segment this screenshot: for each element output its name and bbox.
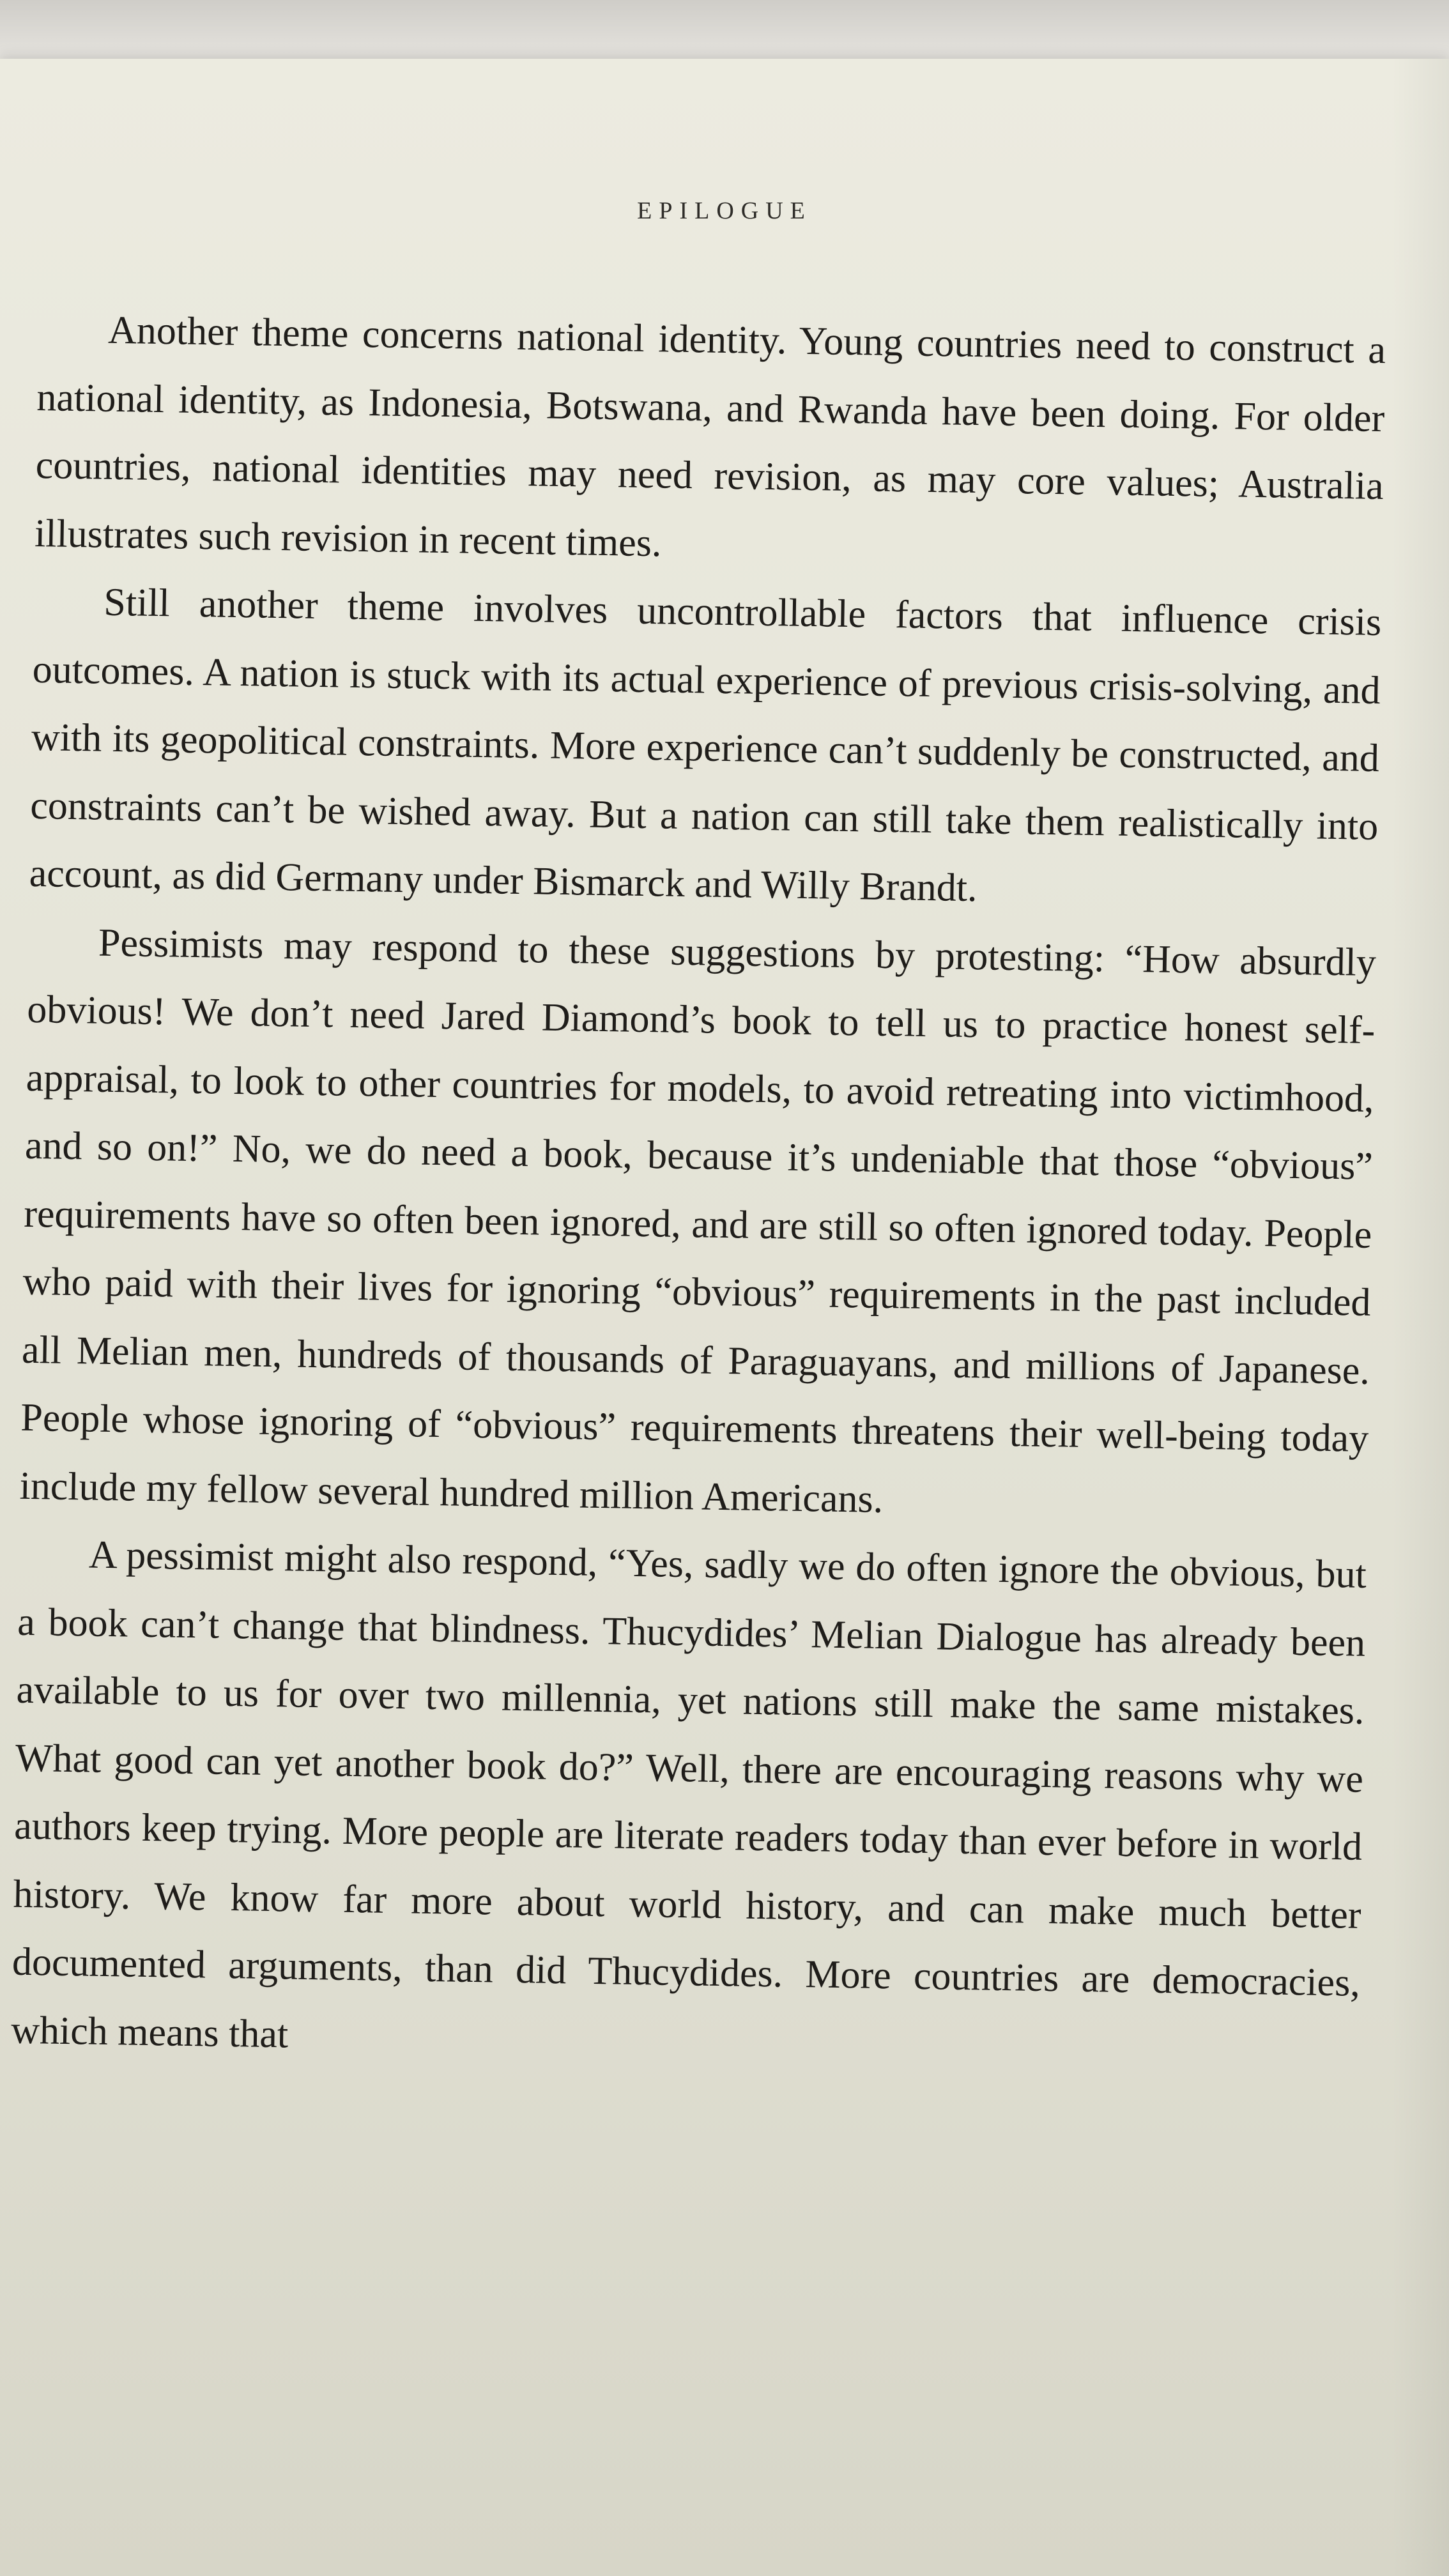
- book-page: [0, 59, 1449, 2576]
- running-head: EPILOGUE: [637, 197, 812, 224]
- paragraph: A pessimist might also respond, “Yes, sadly we do often ignore the obvious, but a book can’t change that blindness. Thucydides’ Melian Dialogue has already been available to us for over two millennia, yet nations still make the same mistakes. What good can yet another book do?” Well, there are encouraging reasons why we authors keep trying. More people are literate readers today than ever before in world history. We know far more about world history, and can make much better documented arguments, than did Thucydides. More countries are democracies, which means that: [10, 1533, 1367, 2056]
- paragraph: Another theme concerns national identity. Young countries need to construct a national identity, as Indonesia, Botswana, and Rwanda have been doing. For older countries, national identities may need revision, as may core values; Australia illustrates such revision in recent times.: [34, 308, 1386, 565]
- paragraph: Still another theme involves uncontrollable factors that influence crisis outcomes. A nation is stuck with its actual experience of previous crisis-solving, and with its geopolitical constraints. More experience can’t suddenly be constructed, and constraints can’t be wished away. But a nation can still take them realistically into account, as did Germany under Bismarck and Willy Brandt.: [29, 580, 1382, 910]
- body-text: [11, 295, 1386, 2085]
- paragraph: Pessimists may respond to these suggestions by protesting: “How absurdly obvious! We don’t need Jared Diamond’s book to tell us to practice honest self-appraisal, to look to other countries for models, to avoid retreating into victimhood, and so on!” No, we do need a book, because it’s undeniable that those “obvious” requirements have so often been ignored, and are still so often ignored today. People who paid with their lives for ignoring “obvious” requirements in the past included all Melian men, hundreds of thousands of Paraguayans, and millions of Japanese. People whose ignoring of “obvious” requirements threatens their well-being today include my fellow several hundred million Americans.: [19, 921, 1377, 1521]
